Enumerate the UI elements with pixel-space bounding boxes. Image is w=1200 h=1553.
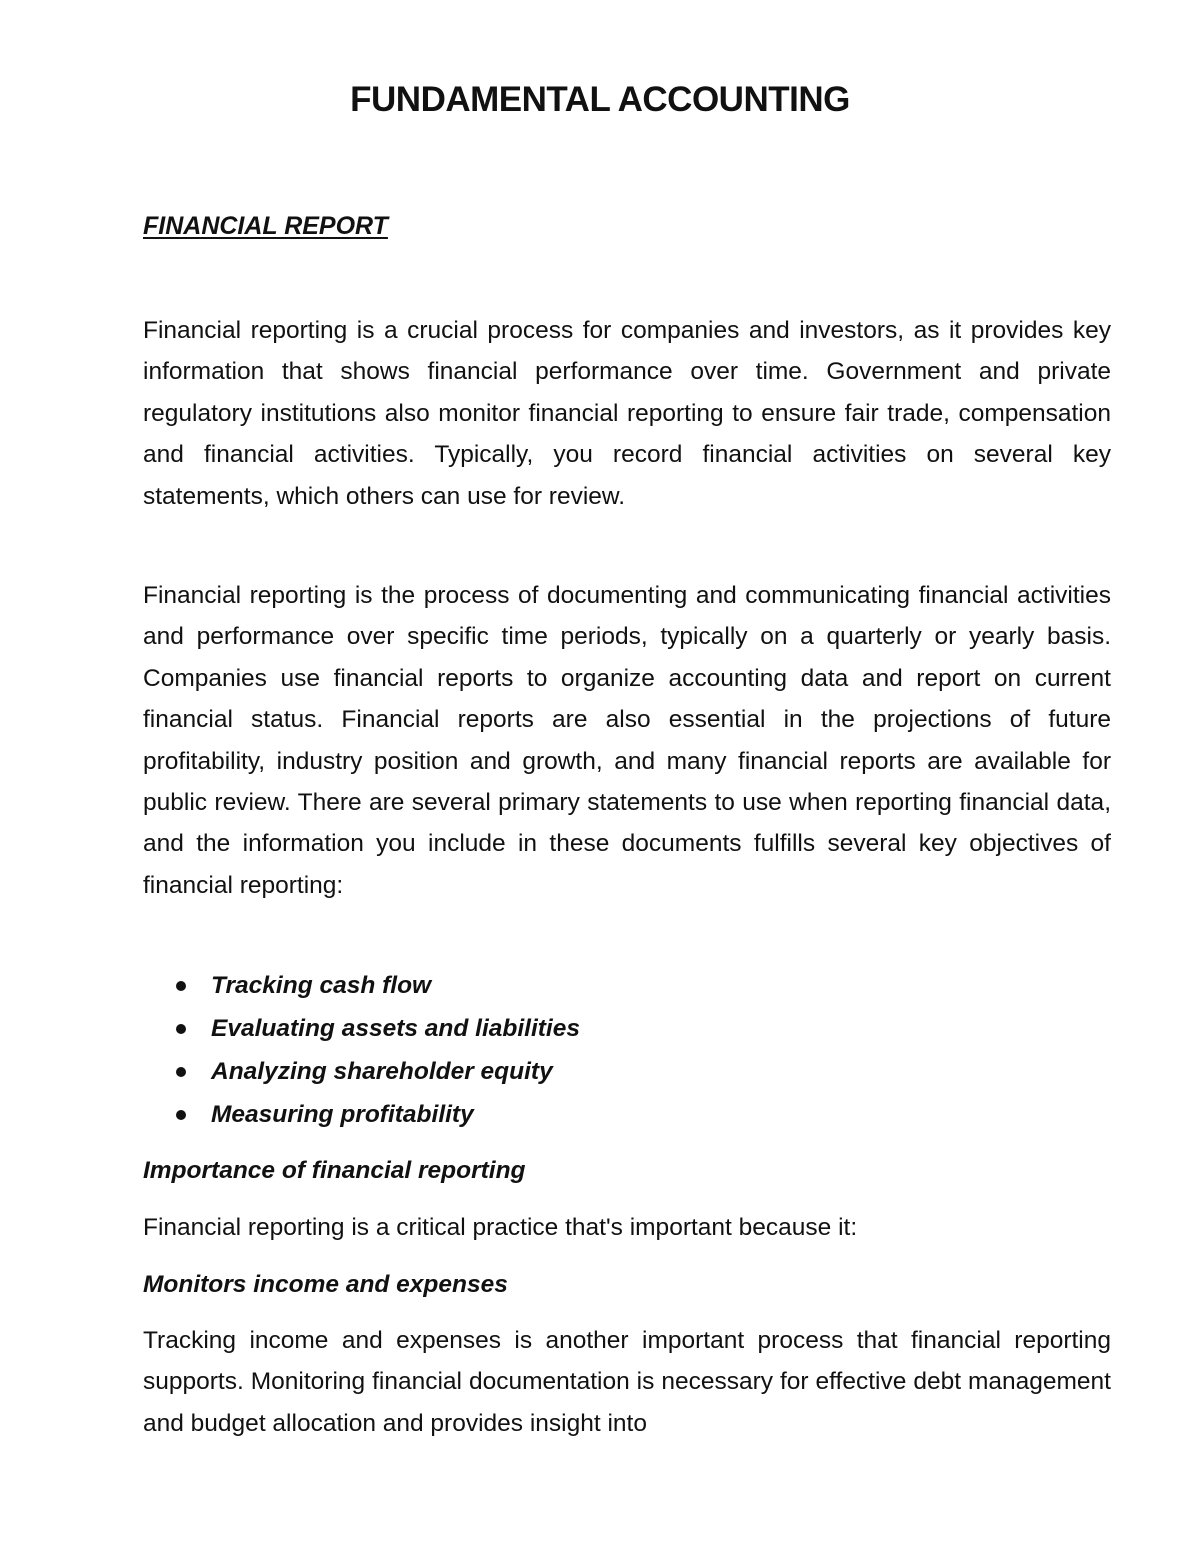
objectives-list [143, 965, 580, 1137]
objective-label: Analyzing shareholder equity [211, 1058, 553, 1085]
paragraph-intro: Financial reporting is a crucial process for companies and investors, as it provides key information that shows financial performance over time. Government and private regulatory institutions also monitor financial reporting to ensure fair trade, compensation and financial activities. Typically, you record financial activities on several key statements, which others can use for review. [143, 317, 1111, 510]
bullet-icon [176, 1024, 186, 1034]
objective-label: Measuring profitability [211, 1101, 474, 1128]
objective-label: Evaluating assets and liabilities [211, 1015, 580, 1042]
objective-label: Tracking cash flow [211, 972, 432, 999]
section-heading-financial-report: FINANCIAL REPORT [143, 212, 388, 240]
paragraph-monitors-income: Tracking income and expenses is another important process that financial reporting supports. Monitoring financial documentation is necessary for effective debt management and budget allocation and provides insight into [143, 1327, 1111, 1437]
list-item [143, 1008, 580, 1051]
bullet-icon [176, 1110, 186, 1120]
paragraph-definition: Financial reporting is the process of documenting and communicating financial activities and performance over specific time periods, typically on a quarterly or yearly basis. Companies use financial reports to organize accounting data and report on current financial status. Financial reports are also essential in the projections of future profitability, industry position and growth, and many financial reports are available for public review. There are several primary statements to use when reporting financial data, and the information you include in these documents fulfills several key objectives of financial reporting: [143, 582, 1111, 899]
list-item [143, 1094, 580, 1137]
bullet-icon [176, 1067, 186, 1077]
list-item [143, 965, 580, 1008]
document-title: FUNDAMENTAL ACCOUNTING [350, 80, 850, 119]
list-item [143, 1051, 580, 1094]
subheading-monitors-income: Monitors income and expenses [143, 1271, 508, 1298]
paragraph-importance-intro: Financial reporting is a critical practice that's important because it: [143, 1214, 858, 1241]
bullet-icon [176, 981, 186, 991]
subheading-importance: Importance of financial reporting [143, 1157, 526, 1184]
